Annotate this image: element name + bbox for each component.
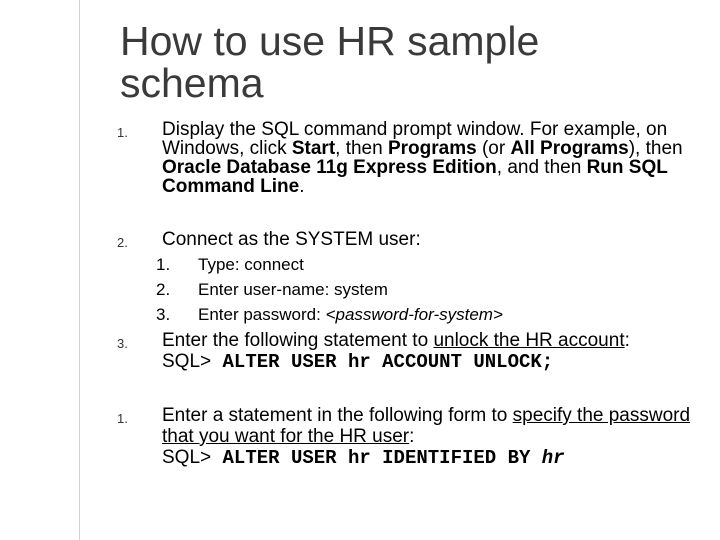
item-text: Enter the following statement to <box>162 330 434 351</box>
item-text: , and then <box>496 157 587 178</box>
list-item-1 <box>117 119 702 197</box>
sub-text: Enter user-name: system <box>198 280 388 299</box>
item-bold: All Programs <box>510 138 629 159</box>
item-text: Enter a statement in the following form to <box>162 405 513 426</box>
list-number: 1. <box>117 125 128 140</box>
item-underline: unlock the HR account <box>433 330 625 351</box>
sub-number: 2. <box>156 280 171 299</box>
sub-item-2 <box>156 280 678 300</box>
sub-number: 3. <box>156 305 171 324</box>
sub-item-1 <box>156 255 678 275</box>
vertical-rule <box>79 0 80 540</box>
item-bold: Run SQL Command Line <box>162 157 668 197</box>
sub-item-3 <box>156 305 678 325</box>
item-text: Connect as the SYSTEM user: <box>162 229 421 250</box>
list-number: 3. <box>117 336 128 351</box>
sub-text: Enter password: <box>198 305 326 324</box>
item-text: . <box>299 176 305 197</box>
item-text: Display the SQL command prompt window. For example, on Windows, click <box>162 119 668 159</box>
item-underline: specify the password that you want for the HR user <box>162 405 691 447</box>
list-number: 1. <box>117 411 128 426</box>
sql-code-italic: hr <box>541 447 565 469</box>
item-text: (or <box>476 138 511 159</box>
item-text: , then <box>335 138 388 159</box>
slide-title: How to use HR sample schema <box>120 18 540 106</box>
sub-text: Type: connect <box>198 255 304 274</box>
item-text: : <box>409 426 415 447</box>
item-bold: Start <box>291 138 336 159</box>
item-bold: Programs <box>387 138 477 159</box>
sub-number: 1. <box>156 255 171 274</box>
item-text: ), then <box>628 138 683 159</box>
list-number: 2. <box>117 235 128 250</box>
sql-code: ALTER USER hr ACCOUNT UNLOCK; <box>211 351 554 373</box>
item-bold: Oracle Database 11g Express Edition <box>162 157 497 178</box>
list-item-4 <box>117 405 702 469</box>
sql-code: ALTER USER hr IDENTIFIED BY <box>211 447 542 469</box>
list-item-2 <box>117 229 702 250</box>
list-item-3 <box>117 330 702 373</box>
sub-italic: <password-for-system> <box>325 305 503 324</box>
item-text: : <box>624 330 630 351</box>
sql-prompt: SQL> <box>162 447 212 468</box>
sql-prompt: SQL> <box>162 351 212 372</box>
